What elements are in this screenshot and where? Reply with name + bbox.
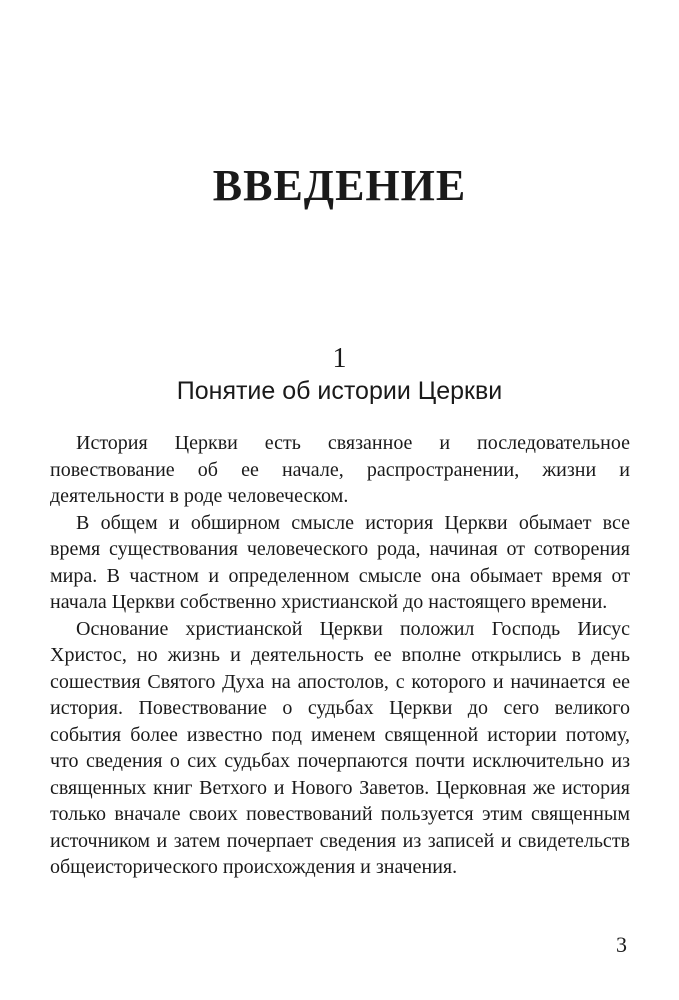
section-number: 1 (332, 343, 347, 374)
body-text (50, 430, 630, 881)
page-number: 3 (616, 932, 627, 957)
paragraph: Основание христианской Церкви положил Господь Иисус Христос, но жизнь и деятельность ее вполне открылись в день сошествия Святого Духа на апостолов, с которого и начинается ее история. Повествование о судьбах Церкви до сего великого события более известно под именем священной истории потому, что сведения о сих судьбах почерпаются почти исключительно из священных книг Ветхого и Нового Заветов. Церковная же история только вначале своих повествований пользуется этим священным источником и затем почерпает сведения из записей и свидетельств общеисторического происхождения и значения. (50, 617, 630, 878)
chapter-title: ВВЕДЕНИЕ (212, 161, 467, 210)
section-title: Понятие об истории Церкви (176, 377, 503, 405)
paragraph: В общем и обширном смысле история Церкви обымает все время существования человеческого рода, начиная от сотворения мира. В частном и определенном смысле она обымает время от начала Церкви собственно христианской до настоящего времени. (50, 511, 630, 613)
paragraph: История Церкви есть связанное и последовательное повествование об ее начале, распространении, жизни и деятельности в роде человеческом. (50, 432, 630, 507)
